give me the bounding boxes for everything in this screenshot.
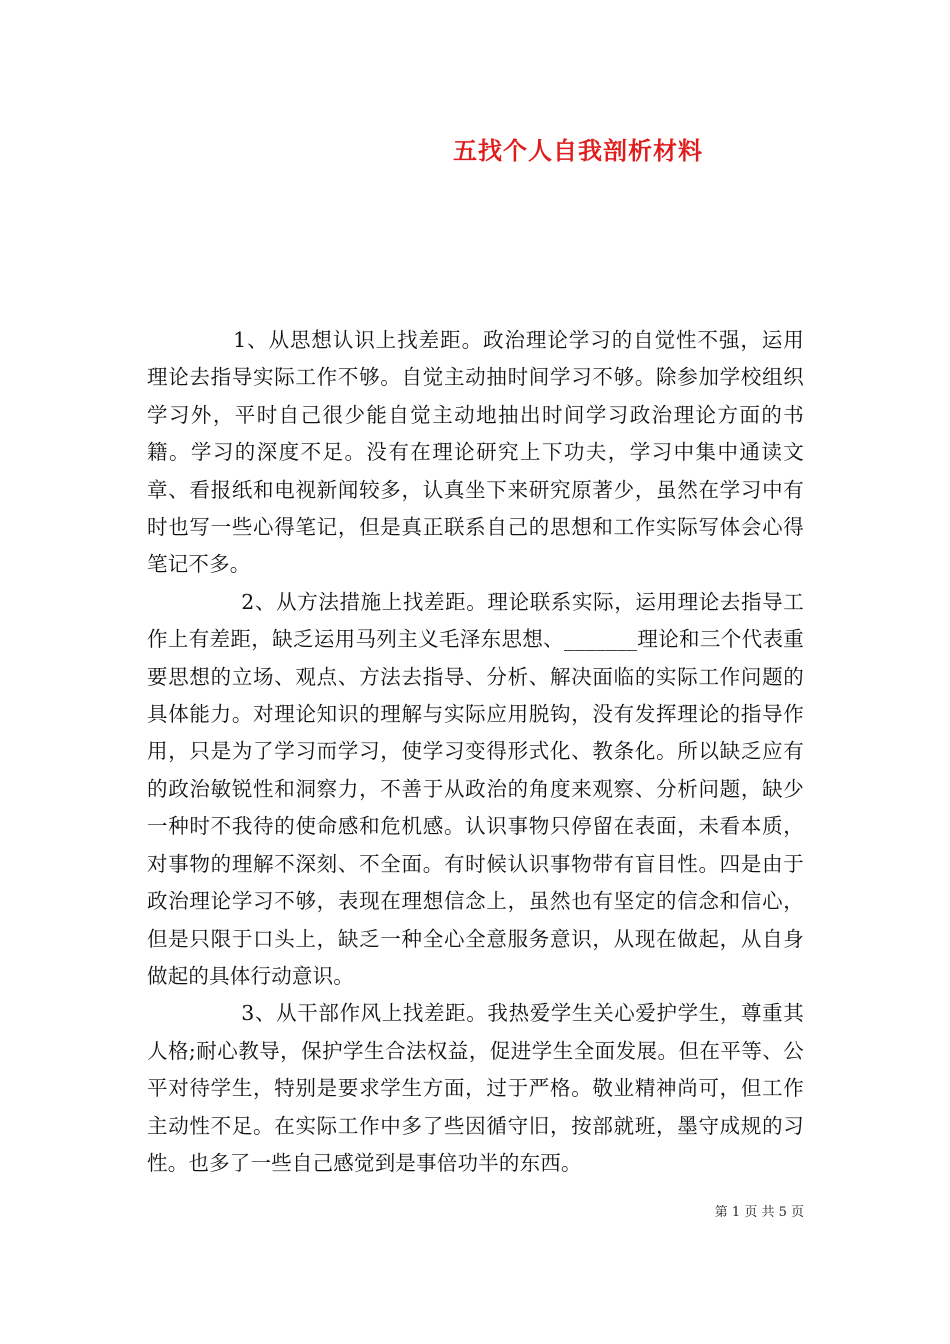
paragraph-3: 3、从干部作风上找差距。我热爱学生关心爱护学生，尊重其人格;耐心教导，保护学生合法权益，促进学生全面发展。但在平等、公平对待学生，特别是要求学生方面，过于严格。敬业精神尚可，但工作主动性不足。在实际工作中多了些因循守旧，按部就班，墨守成规的习性。也多了一些自己感觉到是事倍功半的东西。 bbox=[147, 1001, 804, 1175]
paragraph-1: 1、从思想认识上找差距。政治理论学习的自觉性不强，运用理论去指导实际工作不够。自觉主动抽时间学习不够。除参加学校组织学习外，平时自己很少能自觉主动地抽出时间学习政治理论方面的书籍。学习的深度不足。没有在理论研究上下功夫，学习中集中通读文章、看报纸和电视新闻较多，认真坐下来研究原著少，虽然在学习中有时也写一些心得笔记，但是真正联系自己的思想和工作实际写体会心得笔记不多。 bbox=[147, 328, 804, 577]
paragraph-2: 2、从方法措施上找差距。理论联系实际，运用理论去指导工作上有差距，缺乏运用马列主义毛泽东思想、_______理论和三个代表重要思想的立场、观点、方法去指导、分析、解决面临的实际工作问题的具体能力。对理论知识的理解与实际应用脱钩，没有发挥理论的指导作用，只是为了学习而学习，使学习变得形式化、教条化。所以缺乏应有的政治敏锐性和洞察力，不善于从政治的角度来观察、分析问题，缺少一种时不我待的使命感和危机感。认识事物只停留在表面，未看本质，对事物的理解不深刻、不全面。有时候认识事物带有盲目性。四是由于政治理论学习不够，表现在理想信念上，虽然也有坚定的信念和信心，但是只限于口头上，缺乏一种全心全意服务意识，从现在做起，从自身做起的具体行动意识。 bbox=[147, 589, 804, 988]
document-title: 五找个人自我剖析材料 bbox=[453, 136, 703, 165]
document-body bbox=[147, 322, 804, 1182]
page-number: 第 1 页 共 5 页 bbox=[714, 1205, 804, 1220]
